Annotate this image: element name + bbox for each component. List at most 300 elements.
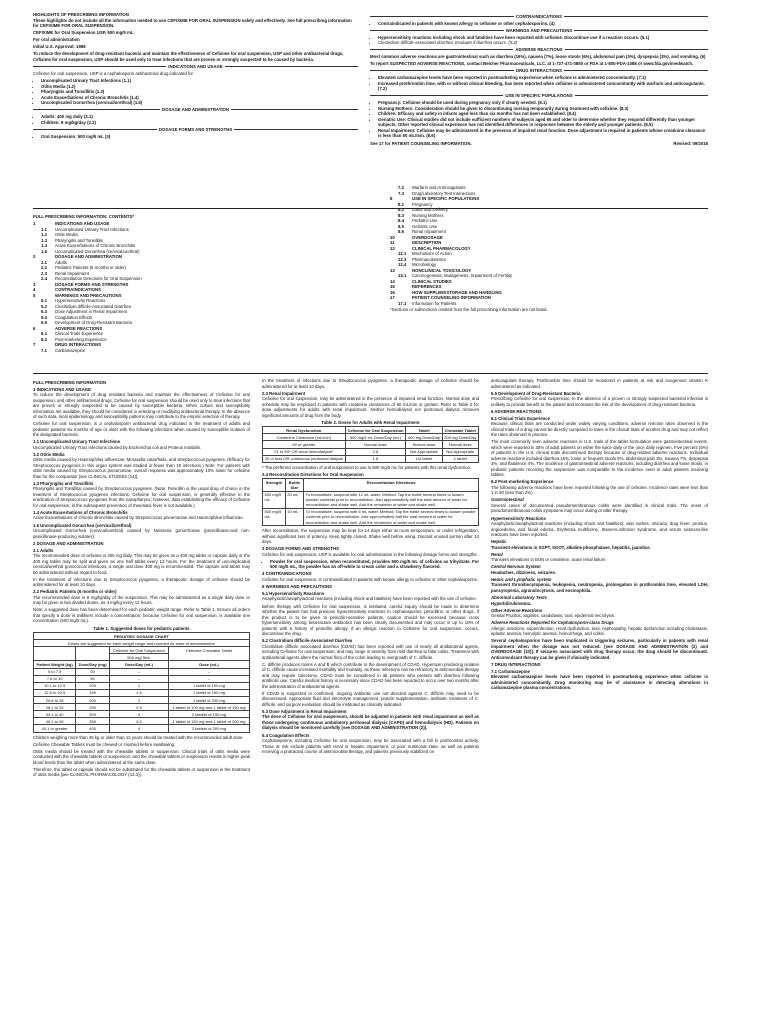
paragraph: Anaphylactic/anaphylactoid reactions (including shock and fatalities), skin rashes, urticaria, drug fever, pruritus, angioedema, and facial edema. Erythema multiforme, Stevens-Johnson syndrome, and serum sickness-like reactions have been reported. (491, 521, 708, 538)
list-item: Uncomplicated Urinary Tract Infections (1.1) (41, 78, 132, 84)
toc-subsection-number: 2.4 (41, 276, 47, 281)
divider (33, 373, 708, 374)
section-heading: 2.4 Reconstitution Directions for Oral Suspension (262, 471, 364, 477)
toc-entry-label: CONTRAINDICATIONS (55, 287, 101, 292)
table-cell: 200 mg Dose/Day (442, 434, 478, 441)
toc-subsection-number: 12.1 (398, 251, 407, 256)
table-cell: 1 tablet of 150 mg and 1 tablet of 200 mg (168, 718, 249, 725)
subheading: Other Adverse Reactions (491, 607, 543, 613)
subheading: Hemic and Lymphatic system (491, 576, 552, 582)
paragraph: Elevated carbamazepine levels have been reported in postmarketing experience when cefixime is administered concomitantly. Drug monitoring may be of assistance in detecting alterations in carbamazepine plasma concentrations. (491, 674, 708, 691)
toc-entry-label: INDICATIONS AND USAGE (55, 221, 110, 226)
table-group-header: Cefixime Chewable Tablet (168, 647, 249, 661)
toc-entry-label: DOSAGE FORMS AND STRENGTHS (55, 281, 129, 287)
toc-subsection-number: 5.4 (41, 314, 47, 320)
section-heading: 5 WARNINGS AND PRECAUTIONS (262, 583, 333, 589)
subheading: Hypersensitivity Reactions (491, 515, 546, 521)
table-header-cell: Cefixime for Oral Suspension (345, 427, 406, 434)
table-header-cell: Bottle Size (285, 479, 303, 491)
highlights-title: HIGHLIGHTS OF PRESCRIBING INFORMATION (33, 12, 129, 17)
paragraph: Acute Exacerbations of Chronic Bronchitis caused by Streptococcus pneumoniae and Haemophilus influenzae. (33, 515, 244, 521)
paragraph: In the treatment of infections due to Streptococcus pyogenes, a therapeutic dosage of cefixime should be administered for at least 10 days. (262, 378, 479, 389)
section-heading: 5.2 Clostridium difficile-Associated Diarrhea (262, 638, 353, 644)
table-cell: 400 mg Dose/Day (406, 434, 442, 441)
paragraph: Otitis media caused by Haemophilus influenzae, Moraxella catarrhalis, and Streptococcus pyogenes. (Efficacy for Streptococcus pyogenes in this organ system was studied in fewer than 10 infections.) Note: For patients with otitis media caused by Streptococcus pneumoniae, overall response was approximately 10% lower for cefixime than for the comparator [see CLINICAL STUDIES (14)]. (33, 457, 250, 479)
paragraph: To reduce the development of drug resistant bacteria and maintain the effectiveness of Cefixime for oral suspension, and other antibacterial drugs, Cefixime for oral suspension should be used only to treat infections that are proven or strongly suspected to be caused by susceptible bacteria. When culture and susceptibility information are available, they should be considered in selecting or modifying antibacterial therapy. In the absence of such data, local epidemiology and susceptibility patterns may contribute to the empiric selection of therapy. (33, 392, 250, 419)
forms-heading: DOSAGE FORMS AND STRENGTHS (33, 127, 358, 133)
section-heading: 5.4 Coagulation Effects (262, 732, 310, 738)
paragraph: Transient elevations in SGPT, SGOT, alkaline phosphatase, hepatitis, jaundice. (491, 544, 651, 550)
list-item: Geriatric Use: Clinical studies did not include sufficient numbers of subjects aged 65 and older to determine whether they respond differently than younger subjects. Other reported clinical experience has not identified differences in responses between the elderly and younger patients. (8.5) (378, 116, 696, 128)
paragraph: Note: A suggested dose has been determined for each pediatric weight range. Refer to Table 1. Ensure all orders that specify a dose in milliliters include a concentration, because Cefixime for oral suspension, is available one concentration (500 mg/5 mL). (33, 607, 250, 624)
toc-entry-label: NONCLINICAL TOXICOLOGY (412, 267, 472, 273)
list-item: Clostridium difficile-associated diarrhea: Evaluate if diarrhea occurs. (5.2) (378, 40, 518, 45)
paragraph: Cephalosporins, including Cefixime for oral suspension, may be associated with a fall in prothrombin activity. Those at risk include patients with renal or hepatic impairment, or poor nutritional state, as well as patients receiving a protracted course of antimicrobial therapy, and patients previously stabilized on (262, 738, 479, 755)
table-cell: 10 mL (285, 508, 303, 525)
table-row (263, 508, 479, 525)
table-title: PEDIATRIC DOSAGE CHART (34, 633, 250, 640)
toc-subsection-number: 1.4 (41, 243, 47, 248)
paragraph: Uncomplicated Gonorrhea (cervical/urethral) caused by Neisseria gonorrhoeae (penicillinase-and non-penicillinase-producing isolates). (33, 528, 250, 539)
toc-entry-label: Clostridium difficile-Associated Diarrhea (55, 303, 131, 309)
toc-entry-label: DOSAGE AND ADMINISTRATION (55, 254, 122, 259)
paragraph: Several cephalosporins have been implicated in triggering seizures, particularly in patients with renal impairment when the dosage was not reduced. [see DOSAGE AND ADMINISTRATION (2) and OVERDOSAGE (10)]. If seizures associated with drug therapy occur, the drug should be discontinued. Anticonvulsant therapy can be given if clinically indicated. (491, 638, 708, 660)
table-cell: 1.5 (109, 689, 168, 696)
paragraph: Because clinical trials are conducted under widely varying conditions, adverse reaction rates observed in the clinical trials of a drug cannot be directly compared to rates in the clinical trials of another drug and may not reflect the rates observed in practice. (491, 421, 708, 438)
toc-subsection-number: 8.3 (398, 212, 404, 218)
revised-date: Revised: 09/2016 (673, 140, 708, 146)
table-cell: 60 or greater (263, 441, 346, 448)
product-name: CEFIXIME for Oral Suspension USP, 500 mg/5 mL (33, 30, 134, 36)
table-cell: Normal dose (345, 441, 406, 448)
highlights-right (370, 12, 708, 146)
toc-entry-label: Uncomplicated Gonorrhea (cervical/urethral) (55, 248, 140, 254)
subheading: Central Nervous System (491, 564, 541, 570)
table-cell: 20 or less OR continuous peritoneal dialysis (263, 455, 346, 462)
table-header-cell: Dose/Day (mg) (76, 661, 110, 668)
paragraph: Transient thrombocytopenia, leukopenia, neutropenia, prolongation in prothrombin time, elevated LDH, pancytopenia, agranulocytosis, and eosinophilia. (491, 582, 708, 593)
table-cell: 28.1 to 33 (34, 704, 76, 711)
toc-entry-label: Carbamazepine (55, 347, 86, 353)
table-cell: 1 tablet of 150 mg (168, 689, 249, 696)
table-row (34, 675, 250, 682)
toc-entry-label: ADVERSE REACTIONS (55, 325, 103, 331)
list-item: Children: Efficacy and safety in infants aged less than six months has not been established. (8.4) (378, 111, 576, 117)
toc-subsection-number: 2.3 (41, 270, 47, 276)
table-cell: 5 to 7.5 (34, 668, 76, 675)
toc-subsection-number: 7.3 (398, 190, 404, 196)
table-cell: 350 (76, 718, 110, 725)
paragraph: Prescribing Cefixime for oral suspension, in the absence of a proven or strongly suspected bacterial infection is unlikely to provide benefit to the patient and increases the risk of the development of drug-resistant bacteria. (491, 396, 708, 407)
toc-number: 13 (390, 267, 395, 273)
table-cell: 40.1 to 45 (34, 718, 76, 725)
paragraph: Pharyngitis and Tonsillitis caused by Streptococcus pyogenes. (Note: Penicillin is the usual drug of choice in the treatment of Streptococcus pyogenes infections. Cefixime for oral suspension, is generally effective in the eradication of Streptococcus pyogenes from the nasopharynx; however, data establishing the efficacy of Cefixime for oral suspension, in the subsequent prevention of rheumatic fever is not available.) (33, 486, 250, 508)
list-item: Increased prothrombin time, with or without clinical bleeding, has been reported when cefixime is administered concomitantly with warfarin and anticoagulants. (7.2) (378, 80, 705, 92)
toc-entry-label: Nursing Mothers (412, 212, 444, 218)
toc-entry-label: Pharmacokinetics (412, 256, 446, 262)
table-concentration: 500 mg/ 5mL (109, 654, 168, 661)
toc-entry-label: Mechanism of Action (412, 251, 452, 256)
section-heading: 6 ADVERSE REACTIONS (491, 408, 542, 414)
section-heading: 7.1 Carbamazepine (491, 668, 530, 674)
toc-entry-label: Warfarin and Anticoagulants (412, 185, 466, 190)
toc-entry-label: PATIENT COUNSELING INFORMATION (412, 295, 491, 300)
adverse-summary: Most common adverse reactions are gastrointestinal such as diarrhea (16%), nausea (7%), loose stools (6%), abdominal pain (3%), dyspepsia (3%), and vomiting. (6) (370, 54, 706, 59)
toc-entry-label: Otitis Media (55, 232, 78, 237)
table-cell: 7.6 to 10 (34, 675, 76, 682)
section-heading: 3 DOSAGE FORMS AND STRENGTHS (262, 546, 339, 552)
toc-entry-label: Renal Impairment (412, 229, 446, 234)
subheading: Adverse Reactions Reported for Cephalosporin-class Drugs (491, 620, 614, 626)
paragraph: In the treatment of infections due to Streptococcus pyogenes, a therapeutic dosage of cefixime should be administered for at least 10 days. (33, 576, 250, 588)
toc-subsection-number: 7.2 (398, 185, 404, 190)
table-cell: 300 (76, 711, 110, 718)
table-cell: Not Appropriate (406, 448, 442, 455)
table-cell: 45.1 or greater (34, 725, 76, 732)
table-cell: 2.5 (109, 704, 168, 711)
warnings-heading: WARNINGS AND PRECAUTIONS (370, 28, 708, 34)
table-cell: To reconstitute, suspend with 6 mL water. Method: Tap the bottle several times to loosen powder contents prior to reconstitution. Add approximately half the total amount of water for reconstitution and shake well. Add the remainder of water and shake well. (304, 508, 479, 525)
paragraph: Otitis media should be treated with the chewable tablets or suspension. Clinical trials of otitis media were conducted with the chewable tablets or suspension, and the chewable tablets or suspension results in higher peak blood levels than the tablet when administered at the same dose. (33, 748, 250, 765)
toc-number (390, 301, 412, 307)
toc-right (390, 185, 715, 313)
toc-entry-label: Information for Patients (412, 300, 457, 306)
paragraph: The recommended dose is 8 mg/kg/day of the suspension. This may be administered as a single daily dose or may be given in two divided doses, as 4 mg/kg every 12 hours. (33, 594, 250, 606)
toc-entry-label: Microbiology (412, 262, 437, 267)
route: For oral administration (33, 37, 80, 43)
toc-subsection-number: 8.4 (398, 218, 404, 223)
table-row (34, 704, 250, 711)
toc-entry-label: WARNINGS AND PRECAUTIONS (55, 292, 122, 298)
toc-entry-label: CLINICAL PHARMACOLOGY (412, 245, 471, 251)
section-heading: 5.5 Development of Drug-Resistant Bacteria (491, 390, 581, 396)
table-group-header: Cefixime for Oral Suspension (109, 647, 168, 654)
table-header-cell: Dose (mL) (168, 661, 249, 668)
toc-number: 6 (33, 325, 36, 331)
toc-subsection-number: 6.2 (41, 336, 47, 342)
populations-heading: USE IN SPECIFIC POPULATIONS (370, 93, 708, 99)
toc-entry-label: HOW SUPPLIED/STORAGE AND HANDLING (412, 289, 502, 295)
toc-entry-label: Geriatric Use (412, 223, 438, 229)
toc-entry-label: DESCRIPTION (412, 240, 442, 245)
section-heading: 5.1 Hypersensitivity Reactions (262, 590, 325, 596)
toc-title: FULL PRESCRIBING INFORMATION: CONTENTS* (33, 214, 135, 219)
indications-intro: Cefixime for oral suspension, USP is a cephalosporin antibacterial drug indicated for (33, 70, 193, 76)
section-heading: 1.1 Uncomplicated Urinary Tract Infections (33, 439, 121, 445)
toc-entry-label: USE IN SPECIFIC POPULATIONS (412, 196, 480, 201)
toc-entry-label: Coagulation Effects (55, 314, 93, 320)
toc-entry-label: Pediatric Use (412, 218, 438, 223)
toc-entry-label: OVERDOSAGE (412, 234, 443, 240)
table-caption: Table 1. Suggested doses for pediatric patients (93, 625, 190, 631)
section-heading: 5.3 Dose Adjustment in Renal Impairment (262, 708, 347, 714)
table-row (263, 455, 479, 462)
toc-subsection-number: 5.5 (41, 320, 47, 325)
toc-number: 14 (390, 278, 395, 284)
toc-entry-label: Pediatric Patients (6 months or older) (55, 265, 126, 270)
full-column-2 (262, 378, 479, 756)
section-heading: 1 INDICATIONS AND USAGE (33, 386, 92, 392)
toc-subsection-number: 13.1 (398, 273, 407, 278)
table-header-cell: Dose/Day (mL) (109, 661, 168, 668)
toc-footnote: *Sections or subsections omitted from the full prescribing information are not listed. (390, 307, 548, 312)
resistance-statement: To reduce the development of drug-resistant bacteria and maintain the effectiveness of Cefixime for oral suspension, USP and other antibacterial drugs, Cefixime for oral suspension, USP should be used only to treat infections that are proven or strongly suspected to be caused by bacteria. (33, 51, 344, 62)
table-header-cell: Renal Dysfunction (263, 427, 346, 434)
table-cell: -- (109, 675, 168, 682)
paragraph: The dose of Cefixime for oral suspension, should be adjusted in patients with renal impairment as well as those undergoing continuous ambulatory peritoneal dialysis (CAPD) and hemodialysis (HD). Patients on dialysis should be monitored carefully [see DOSAGE AND ADMINISTRATION (2)]. (262, 714, 479, 731)
toc-number: 10 (390, 234, 395, 240)
toc-entry-label: Labor and Delivery (412, 207, 449, 212)
paragraph: Cefixime for oral suspension, may be administered in the presence of impaired renal function. Normal dose and schedule may be employed in patients with creatinine clearances of 60 mL/min or greater. Refer to Table 2 for dose adjustments for adults with renal impairment. Neither hemodialysis nor peritoneal dialysis removes significant amounts of drug from the body. (262, 396, 479, 418)
table-cell: 400 (76, 725, 110, 732)
table-cell: 250 (76, 704, 110, 711)
toc-subsection-number: 1.2 (41, 232, 47, 237)
section-heading: 1.2 Otitis Media (33, 451, 65, 457)
list-item: Pharyngitis and Tonsillitis (1.3) (41, 89, 105, 95)
toc-entry-label: Pregnancy (412, 201, 433, 207)
toc-entry-label: Renal Impairment (55, 270, 89, 276)
indications-list (33, 78, 358, 106)
paragraph: Cefixime for oral suspension, is a cephalosporin antibacterial drug indicated in the treatment of adults and pediatric patients six months of age or older with the following infections when caused by susceptible isolates of the designated bacteria: (33, 421, 250, 438)
table-header-cell: Reconstitution Directions (304, 479, 479, 491)
toc-entry[interactable] (33, 348, 358, 354)
table-cell: 200 (76, 697, 110, 704)
section-heading: 7 DRUG INTERACTIONS (491, 661, 541, 667)
toc-entry-label: Drug/Laboratory Test Interactions (412, 190, 476, 196)
table-cell: 500 mg/5 mL (263, 508, 286, 525)
table-row (34, 668, 250, 675)
section-heading: 2.1 Adults (33, 547, 54, 553)
section-heading: 1.4 Acute Exacerbations of Chronic Bronchitis (33, 509, 128, 515)
toc-number: 1 (33, 221, 36, 226)
dosage-list (33, 114, 358, 125)
table-cell: To reconstitute, suspend with 12 mL water. Method: Tap the bottle several times to loosen powder contents prior to reconstitution. Add approximately half the total amount of water for reconstitution and shake well. Add the remainder of water and shake well. (304, 491, 479, 508)
toc-entry-label: Dose Adjustment in Renal Impairment (55, 309, 128, 314)
paragraph: Cefixime for oral suspension, is contraindicated in patients with known allergy to cefixime or other cephalosporins. (262, 576, 479, 582)
table-row (34, 682, 250, 689)
toc-entry-label: Carcinogenesis, Mutagenesis, Impairment of Fertility (412, 273, 513, 278)
paragraph: Headaches, dizziness, seizures. (491, 569, 556, 575)
table-cell: Not Appropriate (442, 448, 478, 455)
toc-subsection-number: 17.1 (398, 300, 407, 306)
toc-entry-label: CLINICAL STUDIES (412, 278, 452, 284)
paragraph: Uncomplicated Urinary Tract Infections caused by Escherichia coli and Proteus mirabilis. (33, 444, 202, 450)
toc-entry-label: Acute Exacerbations of Chronic Bronchitis (55, 243, 136, 248)
toc-subsection-number: 5.2 (41, 303, 47, 309)
list-item: Elevated carbamazepine levels have been reported in postmarketing experience when cefixime is administered concomitantly. (7.1) (378, 75, 646, 81)
table-cell: Creatinine Clearance (mL/min) (263, 434, 346, 441)
table-row (34, 725, 250, 732)
toc-subsection-number: 1.3 (41, 237, 47, 243)
contraindications-heading: CONTRAINDICATIONS (370, 14, 708, 20)
subheading: Hepatic (491, 539, 507, 545)
table-row (34, 711, 250, 718)
table-row (263, 448, 479, 455)
paragraph: Allergic reactions, superinfection, renal dysfunction, toxic nephropathy, hepatic dysfunction including cholestasis, aplastic anemia, hemolytic anemia, hemorrhage, and colitis. (491, 625, 708, 637)
patient-counseling-ref: See 17 for PATIENT COUNSELING INFORMATION. (370, 140, 472, 146)
forms-list (33, 134, 358, 140)
paragraph: Children weighing more than 45 kg or older than 12 years should be treated with the recommended adult dose. (33, 734, 244, 740)
approval: Initial U.S. Approval: 1986 (33, 44, 86, 50)
toc-number: 17 (390, 295, 395, 300)
table-cell: 1 tablet (442, 455, 478, 462)
toc-subsection-number: 8.6 (398, 229, 404, 234)
table-row (263, 491, 479, 508)
paragraph: The following adverse reactions have been reported following the use of cefixime. Incidence rates were less than 1 in 50 (less than 2%). (491, 484, 708, 496)
toc-entry[interactable] (390, 301, 715, 307)
table-cell: 20.6 to 28 (34, 697, 76, 704)
table-cell: -- (168, 675, 249, 682)
table-cell: 2 (109, 697, 168, 704)
table-cell: 1.8 (345, 455, 406, 462)
toc-entry-label: Pharyngitis and Tonsillitis (55, 237, 103, 243)
table-cell: Normal dose (406, 441, 442, 448)
toc-subsection-number: 12.4 (398, 262, 407, 267)
toc-entry-label: Adults (55, 259, 67, 265)
table-cell: 20 mL (285, 491, 303, 508)
toc-entry-label: Reconstitution Directions for Oral Suspension (55, 276, 142, 281)
list-item: Nursing Mothers: Consideration should be given to discontinuing nursing temporarily during treatment with cefixime. (8.3) (378, 105, 629, 111)
list-item: Otitis Media (1.2) (41, 83, 76, 89)
toc-number: 11 (390, 240, 395, 245)
toc-subsection-number: 1.1 (41, 226, 47, 232)
table-cell: 3 (109, 711, 168, 718)
toc-entry-label: Development of Drug-Resistant Bacteria (55, 320, 132, 325)
list-item: Pregnancy: Cefixime should be used during pregnancy only if clearly needed. (8.1) (378, 100, 547, 106)
list-item: Children: 8 mg/kg/day (2.2) (41, 119, 96, 125)
section-heading: 1.5 Uncomplicated Gonorrhea (cervical/urethral) (33, 522, 132, 528)
table-subtitle: Doses are suggested for each weight range and rounded for ease of administration (34, 640, 250, 647)
table-cell: 50 (76, 668, 110, 675)
section-heading: 6.2 Post-marketing Experience (491, 479, 554, 485)
indications-heading: INDICATIONS AND USAGE (33, 64, 358, 70)
toc-subsection-number: 6.1 (41, 331, 47, 336)
list-item: Renal Impairment: Cefixime may be administered in the presence of impaired renal function. Dose adjustment is required in patients whose creatinine clearance is less than 60 mL/min. (8.6) (378, 127, 706, 139)
section-heading: 2 DOSAGE AND ADMINISTRATION (33, 540, 104, 546)
list-item: Adults: 400 mg daily (2.1) (41, 114, 93, 120)
toc-number: 16 (390, 289, 395, 295)
table-header-cell: Patient Weight (kg) (34, 661, 76, 668)
toc-subsection-number: 1.5 (41, 248, 47, 254)
paragraph: anticoagulant therapy. Prothrombin time should be monitored in patients at risk and exogenous vitamin K administered as indicated. (491, 378, 708, 389)
pediatric-dosage-table (33, 632, 250, 733)
table-header-cell: Chewable Tablet (442, 427, 478, 434)
table-cell: 1/2 tablet (406, 455, 442, 462)
paragraph: If CDAD is suspected or confirmed, ongoing antibiotic use not directed against C. difficile may need to be discontinued. Appropriate fluid and electrolyte management, protein supplementation, antibiotic treatment of C. difficile, and surgical evaluation should be instituted as clinically indicated. (262, 690, 479, 707)
table-row (34, 718, 250, 725)
toc-entry-label: REFERENCES (412, 284, 442, 289)
toc-number: 7 (33, 342, 36, 347)
toc-subsection-number: 12.3 (398, 256, 407, 262)
table-cell: -- (109, 668, 168, 675)
table-cell: 80 (76, 675, 110, 682)
full-column-3 (491, 378, 708, 693)
toc-subsection-number: 2.1 (41, 259, 47, 265)
paragraph: Cefixime for oral suspension, USP is available for oral administration in the following dosage forms and strengths: (262, 551, 478, 557)
paragraph: Clostridium difficile associated diarrhea (CDAD) has been reported with use of nearly all antibacterial agents, including Cefixime for oral suspension, and may range in severity from mild diarrhea to fatal colitis. Treatment with antibacterial agents alters the normal flora of the colon leading to overgrowth of C. difficile. (262, 643, 479, 660)
section-heading: 1.3 Pharyngitis and Tonsillitis (33, 480, 94, 486)
table-cell: 1 tablet of 200 mg (168, 697, 249, 704)
toc-number: 2 (33, 254, 36, 259)
table-cell: 100 (76, 682, 110, 689)
paragraph: The recommended dose of cefixime is 400 mg daily. This may be given as a 400 mg tablet or capsule daily or the 400 mg tablet may be split and given as one half tablet every 12 hours. For the treatment of uncomplicated cervical/urethral gonococcal infections, a single oral dose 400 mg is recommended. The capsule and tablet may be administered without regard to food. (33, 553, 250, 575)
table-cell: 12.6 to 20.5 (34, 689, 76, 696)
subheading: Renal (491, 551, 503, 557)
adverse-heading: ADVERSE REACTIONS (370, 47, 708, 53)
table-cell: 33.1 to 40 (34, 711, 76, 718)
toc-entry-label: DRUG INTERACTIONS (55, 342, 102, 347)
table-cell: 10.1 to 12.5 (34, 682, 76, 689)
section-heading: 4 CONTRAINDICATIONS (262, 571, 312, 577)
paragraph: After reconstitution, the suspension may be kept for 14 days either at room temperature, or under refrigeration, without significant loss of potency. Keep tightly closed. Shake well before using. Discard unused portion after 14 days. (262, 528, 479, 545)
list-item: Contraindicated in patients with known allergy to cefixime or other cephalosporins. (4) (378, 20, 555, 26)
toc-number: 4 (33, 287, 36, 292)
list-item: Acute Exacerbations of Chronic Bronchitis (1.4) (41, 94, 139, 100)
drug-interactions-heading: DRUG INTERACTIONS (370, 68, 708, 74)
toc-subsection-number: 8.2 (398, 207, 404, 212)
toc-subsection-number: 2.2 (41, 265, 47, 270)
toc-subsection-number: 5.1 (41, 298, 47, 303)
paragraph: C. difficile produces toxins A and B which contribute to the development of CDAD. Hypertoxin producing isolates of C. difficile cause increased morbidity and mortality, as these infections can be refractory to antimicrobial therapy and may require colectomy. CDAD must be considered in all patients who present with diarrhea following antibiotic use. Careful medical history is necessary since CDAD has been reported to occur over two months after the administration of antibacterial agents. (262, 661, 479, 689)
toc-subsection-number: 5.3 (41, 309, 47, 314)
paragraph: The most commonly seen adverse reactions in U.S. trials of the tablet formulation were gastrointestinal events, which were reported in 30% of adult patients on either the twice daily or the once daily regimen. Five percent (5%) of patients in the U.S. clinical trials discontinued therapy because of drug-related adverse reactions. Individual adverse reactions included diarrhea 16%, loose or frequent stools 6%, abdominal pain 3%, nausea 7%, dyspepsia 3%, and flatulence 4%. The incidence of gastrointestinal adverse reactions, including diarrhea and loose stools, in pediatric patients receiving the suspension was comparable to the incidence seen in adult patients receiving tablets. (491, 439, 708, 478)
subheading: Gastrointestinal (491, 497, 524, 503)
list-item: Uncomplicated Gonorrhea (cervical/urethral) (1.5) (41, 100, 143, 106)
table-cell: -- (168, 668, 249, 675)
paragraph: Hyperbilirubinemia. (491, 600, 532, 606)
table-cell: 4 (109, 725, 168, 732)
table-caption: Table 2. Doses for Adults with Renal Impairment (321, 419, 420, 425)
table-cell: 1 (109, 682, 168, 689)
toc-subsection-number: 7.1 (41, 347, 47, 353)
adverse-contact: To report SUSPECTED ADVERSE REACTIONS, contact Belcher Pharmaceuticals, LLC. at 1-727-471-0850 or FDA at 1-800-FDA-1088 or www.fda.gov/medwatch. (370, 61, 694, 67)
table-row (34, 697, 250, 704)
toc-number: 15 (390, 284, 395, 289)
toc-left (33, 214, 358, 353)
table-cell: Normal dose (442, 441, 478, 448)
list-item: Hypersensitivity reactions including shock and fatalities have been reported with cefixime. Discontinue use if a reaction occurs. (5.1) (378, 34, 650, 40)
full-title: FULL PRESCRIBING INFORMATION (33, 379, 107, 385)
paragraph: Genital Pruritus, vaginitis, candidiasis, toxic epidermal necrolysis. (491, 613, 615, 619)
table-cell: 500 mg/5 mL (263, 491, 286, 508)
paragraph: Several cases of documented pseudomembranous colitis were identified in clinical trials. The onset of pseudomembranous colitis symptoms may occur during or after therapy. (491, 502, 708, 514)
paragraph: Anaphylactic/anaphylactoid reactions (including shock and fatalities) have been reported with the use of cefixime. (262, 596, 477, 602)
table-cell: 2.6 (345, 448, 406, 455)
toc-number: 3 (33, 281, 36, 287)
list-item: Oral Suspension: 500 mg/5 mL (3) (41, 133, 111, 139)
toc-number (33, 348, 55, 354)
table-row (34, 689, 250, 696)
table-header-cell: Tablet (406, 427, 442, 434)
full-column-1 (33, 378, 250, 779)
highlights-intro: These highlights do not include all the information needed to use CEFIXIME FOR ORAL SUSPENSION safely and effectively. See full prescribing information for CEFIXIME FOR ORAL SUSPENSION. (33, 17, 352, 28)
toc-entry-label: Clinical Trials Experience (55, 331, 103, 336)
list-item: Powder for oral suspension, when reconstituted, provides 500 mg/5 mL of cefixime as trihydrate. For 500 mg/5 mL, the powder has an off-white to cream color and a strawberry flavored. (270, 558, 479, 570)
highlights-left (33, 12, 358, 141)
toc-subsection-number: 8.5 (398, 223, 404, 229)
paragraph: Before therapy with Cefixime for oral suspension, is instituted, careful inquiry should be made to determine whether the patient has had previous hypersensitivity reactions to cephalosporins, penicillins, or other drugs. If this product is to be given to penicillin-sensitive patients, caution should be exercised because cross hypersensitivity among beta-lactam antibiotics has been clearly documented and may occur in up to 10% of patients with a history of penicillin allergy. If an allergic reaction to Cefixime for oral suspension, occurs, discontinue the drug. (262, 603, 479, 637)
table-cell: 150 (76, 689, 110, 696)
toc-number: 8 (390, 196, 393, 201)
section-heading: 2.2 Pediatric Patients (6 months or older) (33, 589, 117, 595)
table-row (263, 441, 479, 448)
renal-dose-table (262, 426, 479, 463)
table-cell: 3.5 (109, 718, 168, 725)
table-note: * The preferred concentration of oral suspension to use is 500 mg/5 mL for patients with this renal dysfunction. (262, 464, 472, 470)
toc-number: 12 (390, 245, 395, 251)
table-cell: 2 tablets of 200 mg (168, 725, 249, 732)
toc-entry-label: Uncomplicated Urinary Tract Infections (55, 226, 129, 232)
